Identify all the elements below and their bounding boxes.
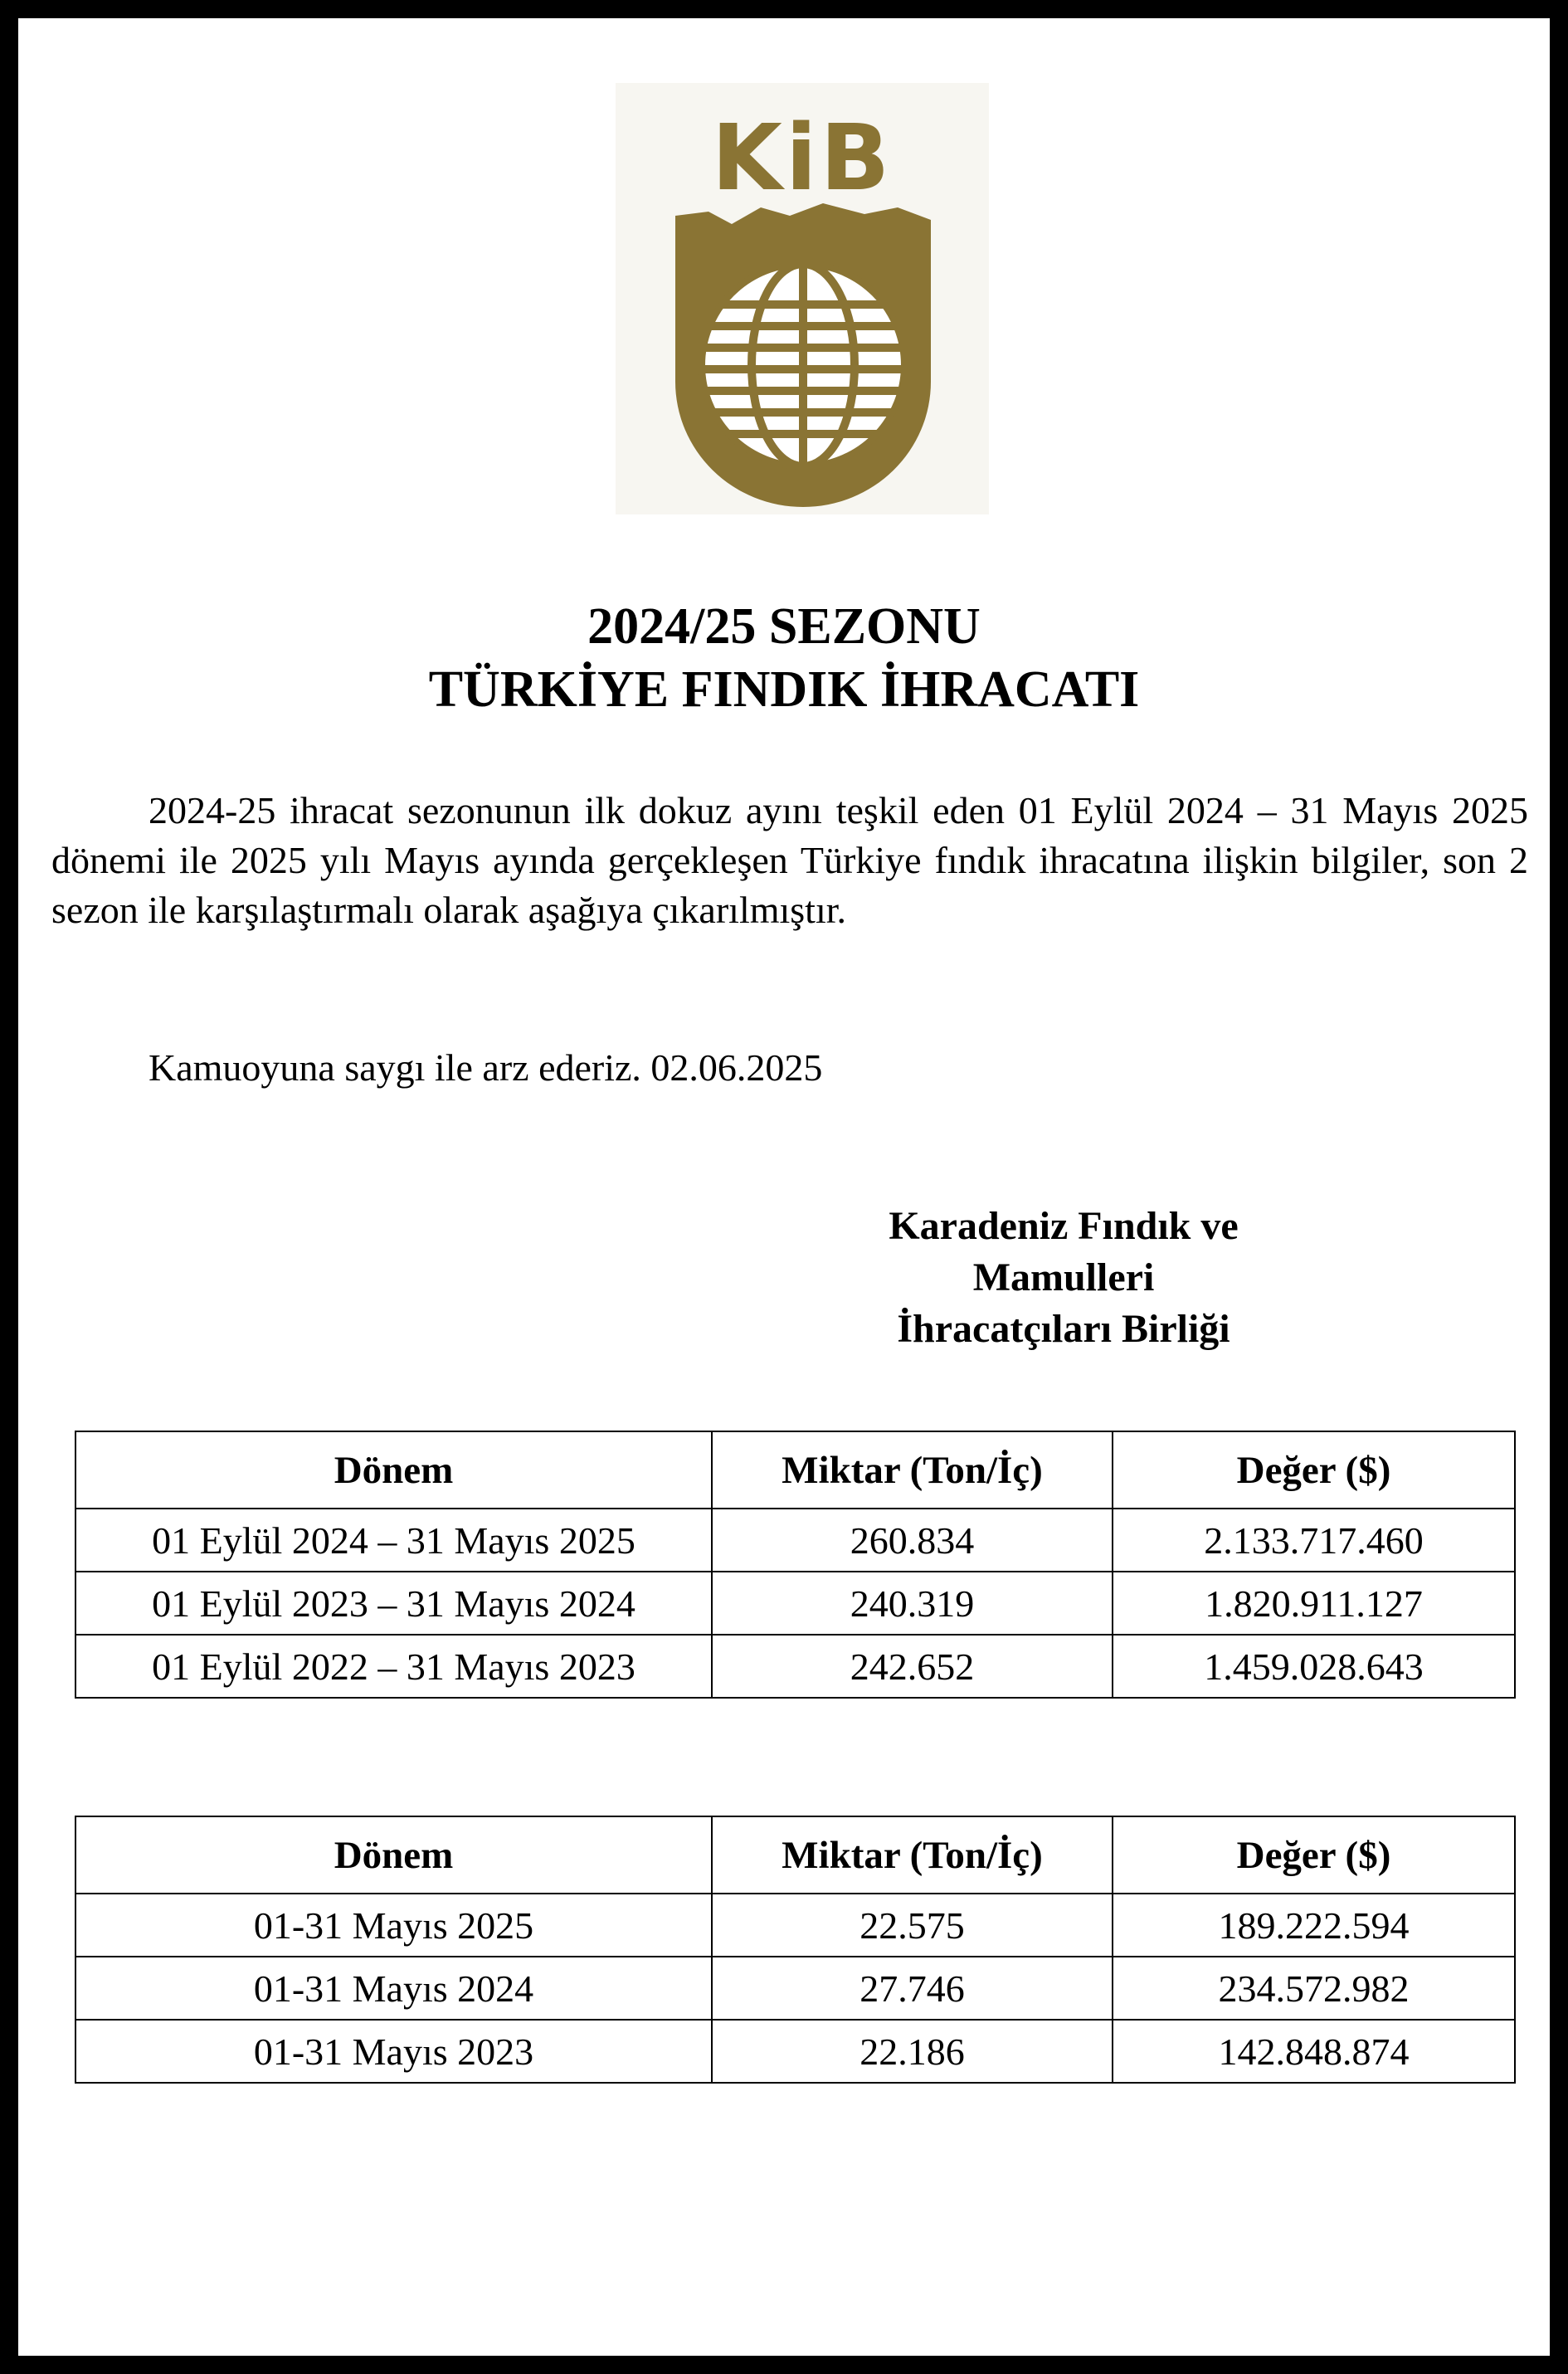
table-row	[75, 1572, 1515, 1635]
cell-value: 2.133.717.460	[1113, 1509, 1515, 1572]
kib-logo	[616, 83, 989, 514]
cell-value: 1.820.911.127	[1113, 1572, 1515, 1635]
signature-block	[798, 1201, 1329, 1355]
cell-quantity: 22.186	[712, 2020, 1113, 2083]
cell-period: 01-31 Mayıs 2025	[75, 1894, 712, 1957]
document-page	[18, 18, 1550, 2356]
intro-paragraph: 2024-25 ihracat sezonunun ilk dokuz ayını teşkil eden 01 Eylül 2024 – 31 Mayıs 2025 dönemi ile 2025 yılı Mayıs ayında gerçekleşen Türkiye fındık ihracatına ilişkin bilgiler, son 2 sezon ile karşılaştırmalı olarak aşağıya çıkarılmıştır.	[51, 789, 1528, 931]
svg-text:KiB: KiB	[711, 105, 894, 211]
cell-quantity: 27.746	[712, 1957, 1113, 2020]
cell-quantity: 242.652	[712, 1635, 1113, 1698]
header-quantity: Miktar (Ton/İç)	[712, 1816, 1113, 1894]
cell-period: 01 Eylül 2024 – 31 Mayıs 2025	[75, 1509, 712, 1572]
header-value: Değer ($)	[1113, 1816, 1515, 1894]
table-row	[75, 1957, 1515, 2020]
cell-period: 01 Eylül 2023 – 31 Mayıs 2024	[75, 1572, 712, 1635]
header-period: Dönem	[75, 1816, 712, 1894]
table-header-row	[75, 1816, 1515, 1894]
table-row	[75, 1635, 1515, 1698]
signature-line-1: Karadeniz Fındık ve Mamulleri	[889, 1204, 1239, 1299]
cell-period: 01 Eylül 2022 – 31 Mayıs 2023	[75, 1635, 712, 1698]
cell-quantity: 240.319	[712, 1572, 1113, 1635]
cell-quantity: 260.834	[712, 1509, 1113, 1572]
cell-value: 189.222.594	[1113, 1894, 1515, 1957]
monthly-export-table	[75, 1816, 1516, 2084]
cell-quantity: 22.575	[712, 1894, 1113, 1957]
cell-value: 142.848.874	[1113, 2020, 1515, 2083]
season-export-table	[75, 1431, 1516, 1699]
header-period: Dönem	[75, 1431, 712, 1509]
table-row	[75, 2020, 1515, 2083]
table-row	[75, 1509, 1515, 1572]
signature-line-2: İhracatçıları Birliği	[897, 1307, 1230, 1351]
document-title	[18, 595, 1550, 721]
table-header-row	[75, 1431, 1515, 1509]
title-line-1: 2024/25 SEZONU	[587, 598, 981, 655]
cell-value: 234.572.982	[1113, 1957, 1515, 2020]
cell-value: 1.459.028.643	[1113, 1635, 1515, 1698]
header-value: Değer ($)	[1113, 1431, 1515, 1509]
closing-paragraph: Kamuoyuna saygı ile arz ederiz. 02.06.2025	[149, 1046, 823, 1089]
title-line-2: TÜRKİYE FINDIK İHRACATI	[428, 661, 1140, 718]
cell-period: 01-31 Mayıs 2024	[75, 1957, 712, 2020]
header-quantity: Miktar (Ton/İç)	[712, 1431, 1113, 1509]
cell-period: 01-31 Mayıs 2023	[75, 2020, 712, 2083]
table-row	[75, 1894, 1515, 1957]
